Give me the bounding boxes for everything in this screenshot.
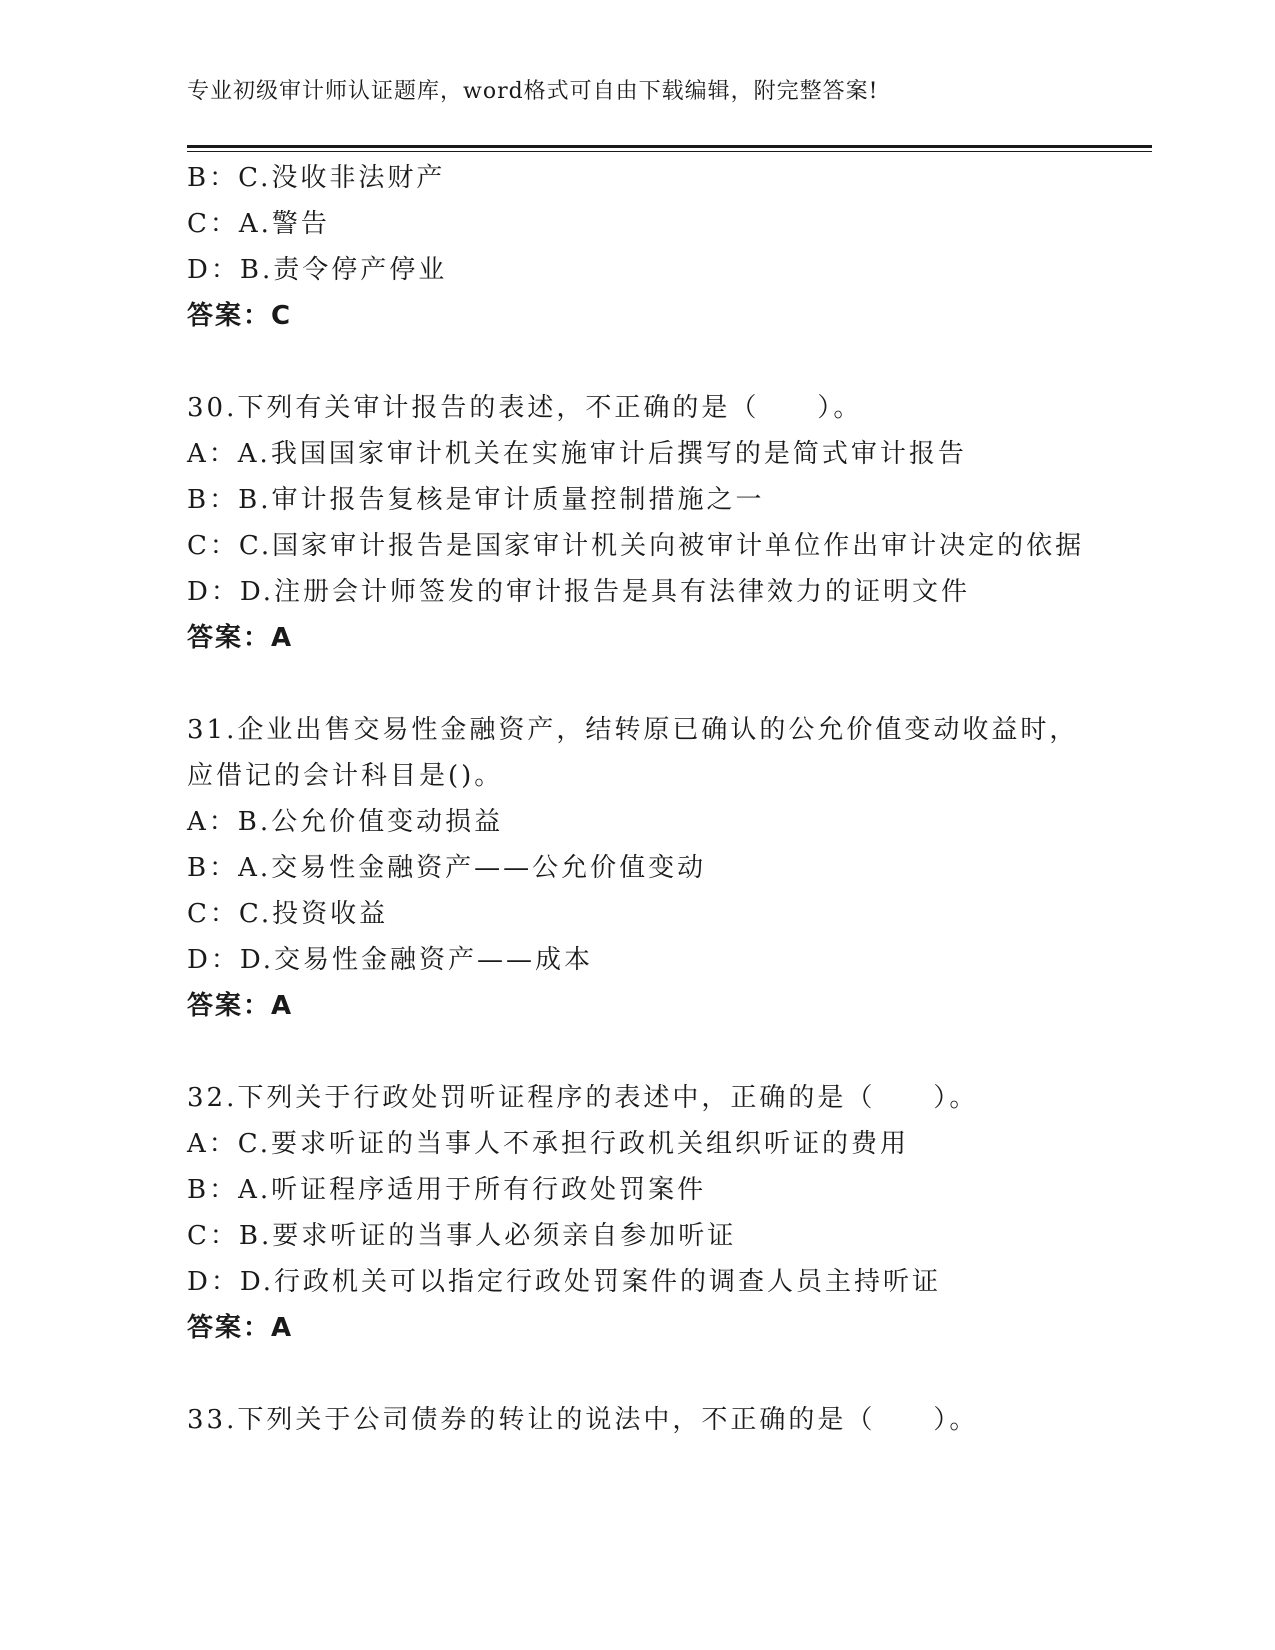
question-stem: 32.下列关于行政处罚听证程序的表述中，正确的是（ ）。 — [187, 1083, 979, 1113]
header-rule-thick — [187, 145, 1152, 148]
page-header: 专业初级审计师认证题库，word格式可自由下载编辑，附完整答案! — [187, 79, 879, 104]
option-d: D：D.交易性金融资产——成本 — [187, 945, 594, 975]
answer-line: 答案：C — [187, 301, 293, 331]
option-d: D：B.责令停产停业 — [187, 255, 448, 285]
option-a: A：B.公允价值变动损益 — [187, 807, 504, 837]
option-c: C：C.投资收益 — [187, 899, 389, 929]
header-rule-thin — [187, 151, 1152, 152]
question-stem: 33.下列关于公司债券的转让的说法中，不正确的是（ ）。 — [187, 1405, 979, 1435]
option-c: C：B.要求听证的当事人必须亲自参加听证 — [187, 1221, 737, 1251]
option-b: B：A.听证程序适用于所有行政处罚案件 — [187, 1175, 707, 1205]
question-block-33 — [187, 1397, 1147, 1443]
document-body — [187, 155, 1147, 1443]
answer-line: 答案：A — [187, 1313, 294, 1343]
answer-line: 答案：A — [187, 991, 294, 1021]
question-block-32 — [187, 1075, 1147, 1351]
option-d: D：D.行政机关可以指定行政处罚案件的调查人员主持听证 — [187, 1267, 942, 1297]
option-a: A：C.要求听证的当事人不承担行政机关组织听证的费用 — [187, 1129, 910, 1159]
question-stem: 30.下列有关审计报告的表述，不正确的是（ ）。 — [187, 393, 863, 423]
question-block-30 — [187, 385, 1147, 661]
option-d: D：D.注册会计师签发的审计报告是具有法律效力的证明文件 — [187, 577, 971, 607]
answer-line: 答案：A — [187, 623, 294, 653]
option-a: A：A.我国国家审计机关在实施审计后撰写的是简式审计报告 — [187, 439, 967, 469]
question-stem-continued: 应借记的会计科目是()。 — [187, 761, 504, 791]
option-c: C：C.国家审计报告是国家审计机关向被审计单位作出审计决定的依据 — [187, 531, 1085, 561]
option-b: B：C.没收非法财产 — [187, 163, 446, 193]
question-block-prev — [187, 155, 1147, 339]
option-b: B：A.交易性金融资产——公允价值变动 — [187, 853, 707, 883]
option-b: B：B.审计报告复核是审计质量控制措施之一 — [187, 485, 765, 515]
option-c: C：A.警告 — [187, 209, 330, 239]
question-block-31 — [187, 707, 1147, 1029]
question-stem: 31.企业出售交易性金融资产，结转原已确认的公允价值变动收益时， — [187, 715, 1079, 745]
